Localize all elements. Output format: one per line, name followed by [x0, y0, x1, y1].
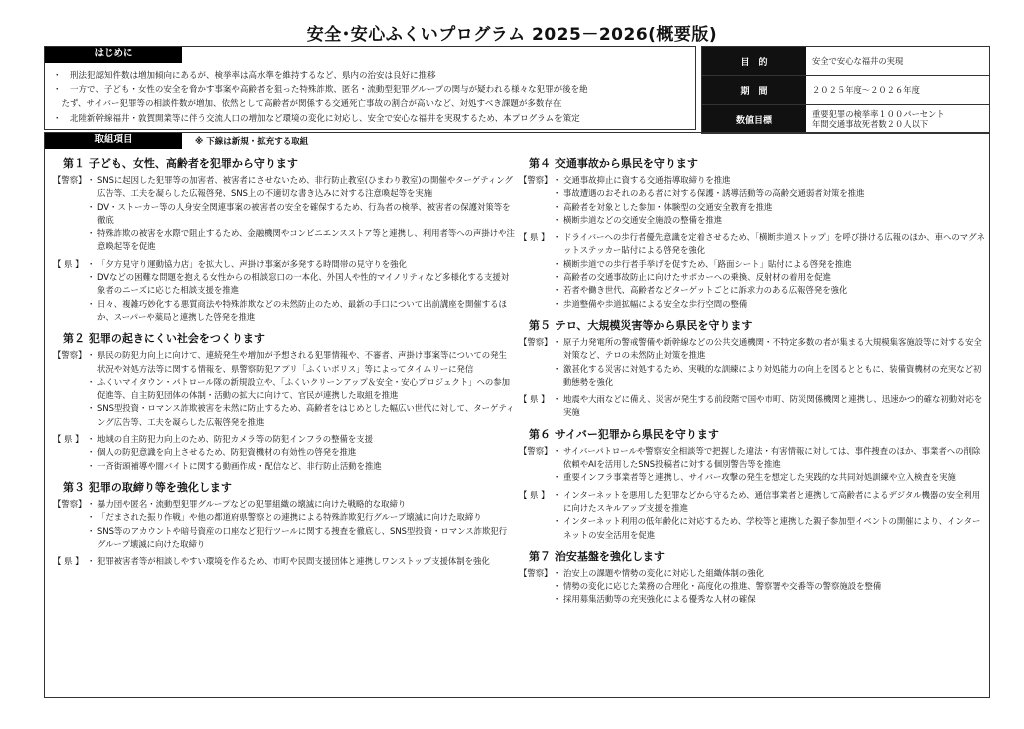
- list-item: [87, 227, 515, 254]
- section: [53, 155, 515, 324]
- intro-line: ・ 北陸新幹線福井・敦賀開業等に伴う交流人口の増加など環境の変化に対応し、安全で安心な福井を実現するため、本プログラムを策定: [53, 113, 580, 124]
- list-item: [553, 515, 985, 542]
- list-item: [553, 214, 985, 227]
- bullet-icon: ・: [553, 285, 562, 296]
- bullet-icon: ・: [553, 175, 562, 185]
- list-item-text: 県民の防犯力向上に向けて、連続発生や増加が予想される犯罪情報や、不審者、声掛け事案等についての発生状況や対処方法等に関する情報を、県警察防犯アプリ「ふくいポリス」等によってタイムリーに発信: [97, 350, 507, 374]
- info-value-line: 安全で安心な福井の実現: [812, 56, 904, 66]
- intro-line: ・ 一方で、子ども・女性の安全を脅かす事案や高齢者を狙った特殊詐欺、匿名・流動型犯罪グループの関与が疑われる様々な犯罪が後を絶: [53, 85, 588, 96]
- info-label: 期 間: [702, 76, 806, 104]
- left-column: [53, 153, 515, 574]
- list-item-text: 若者や働き世代、高齢者などターゲットごとに訴求力のある広報啓発を強化: [563, 285, 848, 296]
- bullet-icon: ・: [553, 363, 562, 374]
- list-item-text: DVなどの困難な問題を抱える女性からの相談窓口の一本化、外国人や性的マイノリティなど多様化する支援対象者のニーズに応じた相談支援を推進: [97, 272, 510, 296]
- list-item-text: 地震や大雨などに備え、災害が発生する前段階で国や市町、防災関係機関と連携し、迅速かつ的確な初動対応を実施: [563, 394, 983, 418]
- bullet-icon: ・: [87, 512, 96, 523]
- list-item-text: 高齢者を対象とした参加・体験型の交通安全教育を推進: [563, 201, 773, 212]
- info-row-targets: [702, 105, 989, 133]
- bullet-icon: ・: [87, 434, 96, 445]
- list-item: [553, 593, 985, 606]
- initiatives-heading: 取組項目: [45, 133, 182, 149]
- intro-box: [44, 46, 696, 130]
- list-item-text: 個人の防犯意識を向上させるため、防犯資機材の有効性の啓発を推進: [97, 447, 357, 458]
- list-item: [553, 258, 985, 271]
- intro-line: ・ 刑法犯認知件数は増加傾向にあるが、検挙率は高水準を維持するなど、県内の治安は良好に推移: [53, 71, 436, 81]
- block-items: [87, 498, 515, 551]
- block-items: [553, 489, 985, 542]
- block-items: [553, 393, 985, 420]
- list-item: [553, 231, 985, 258]
- list-item: [87, 460, 515, 473]
- list-item: [87, 511, 515, 524]
- info-row-period: [702, 76, 989, 105]
- block-tag: 【 県 】: [53, 258, 84, 269]
- list-item-text: 交通事故抑止に資する交通指導取締りを推進: [563, 175, 731, 185]
- block-items: [87, 258, 515, 324]
- list-item-text: 特殊詐欺の被害を水際で阻止するため、金融機関やコンビニエンスストア等と連携し、利用者等への声掛けや注意喚起等を促進: [97, 228, 515, 252]
- bullet-icon: ・: [553, 594, 562, 605]
- bullet-icon: ・: [553, 232, 562, 243]
- block-items: [553, 231, 985, 311]
- bullet-icon: ・: [553, 394, 562, 405]
- list-item: [553, 336, 985, 363]
- section-block: [519, 489, 985, 542]
- list-item-text: 情勢の変化に応じた業務の合理化・高度化の推進、警察署や交番等の警察施設を整備: [563, 581, 882, 592]
- list-item-text: インターネット利用の低年齢化に対応するため、学校等と連携した親子参加型イベントの開催により、インターネットの安全活用を促進: [563, 516, 981, 540]
- section-block: [519, 567, 985, 607]
- info-row-purpose: [702, 47, 989, 76]
- block-tag: 【警察】: [519, 336, 553, 347]
- bullet-icon: ・: [87, 525, 96, 536]
- bullet-icon: ・: [553, 516, 562, 527]
- section-block: [53, 349, 515, 429]
- section-title: 第５ テロ、大規模災害等から県民を守ります: [529, 318, 753, 332]
- list-item-text: ドライバーへの歩行者優先意識を定着させるため、「横断歩道ストップ」を呼び掛ける広報のほか、車へのマグネットステッカー貼付による啓発を強化: [563, 232, 985, 256]
- block-items: [87, 433, 515, 473]
- list-item-text: 暴力団や匿名・流動型犯罪グループなどの犯罪組織の壊滅に向けた戦略的な取締り: [97, 498, 407, 509]
- bullet-icon: ・: [553, 581, 562, 592]
- section-title: 第２ 犯罪の起きにくい社会をつくります: [63, 332, 265, 346]
- list-item: [87, 402, 515, 429]
- section: [519, 548, 985, 607]
- section-block: [53, 498, 515, 551]
- block-tag: 【警察】: [519, 445, 553, 456]
- right-column: [519, 153, 985, 613]
- bullet-icon: ・: [87, 228, 96, 239]
- section-block: [519, 231, 985, 311]
- bullet-icon: ・: [87, 350, 96, 361]
- list-item-text: DV・ストーカー等の人身安全関連事案の被害者の安全を確保するため、行為者の検挙、被害者の保護対策等を徹底: [97, 201, 511, 225]
- section-title: 第３ 犯罪の取締り等を強化します: [63, 480, 232, 494]
- list-item: [87, 376, 515, 403]
- info-label: 目 的: [702, 47, 806, 75]
- info-value-line: ２０２５年度～２０２６年度: [812, 85, 920, 95]
- list-item-text: サイバーパトロールや警察安全相談等で把握した違法・有害情報に対しては、事件捜査のほか、事業者への削除依頼やAIを活用したSNS投稿者に対する個別警告等を推進: [563, 445, 981, 470]
- list-item: [553, 298, 985, 311]
- block-tag: 【警察】: [519, 567, 553, 578]
- section-block: [519, 174, 985, 227]
- bullet-icon: ・: [87, 460, 96, 471]
- bullet-icon: ・: [87, 258, 96, 269]
- section-title: 第６ サイバー犯罪から県民を守ります: [529, 427, 719, 441]
- block-items: [553, 174, 985, 227]
- block-items: [553, 336, 985, 389]
- list-item: [87, 525, 515, 552]
- list-item-text: ふくいマイタウン・パトロール隊の新規設立や、「ふくいクリーンアップ＆安全・安心プロジェクト」への参加促進等、自主防犯団体の体制・活動の拡大に向けて、官民が連携した取組を推進: [97, 376, 510, 401]
- list-item-text: 犯罪被害者等が相談しやすい環境を作るため、市町や民間支援団体と連携しワンストップ支援体制を強化: [97, 556, 490, 567]
- bullet-icon: ・: [87, 272, 96, 283]
- list-item: [553, 393, 985, 420]
- underline-note: ※ 下線は新規・拡充する取組: [195, 137, 309, 147]
- block-tag: 【 県 】: [519, 394, 550, 405]
- section-block: [53, 555, 515, 568]
- bullet-icon: ・: [553, 472, 562, 483]
- block-tag: 【 県 】: [53, 434, 84, 445]
- section: [519, 426, 985, 542]
- bullet-icon: ・: [87, 556, 96, 567]
- list-item: [87, 498, 515, 511]
- bullet-icon: ・: [553, 336, 562, 347]
- section-title: 第４ 交通事故から県民を守ります: [529, 157, 698, 170]
- block-tag: 【警察】: [519, 175, 553, 185]
- list-item-text: 原子力発電所の警戒警備や新幹線などの公共交通機関・不特定多数の者が集まる大規模集客施設等に対する安全対策など、テロの未然防止対策を推進: [563, 336, 982, 361]
- section: [519, 155, 985, 311]
- list-item-text: 「夕方見守り運動協力店」を拡大し、声掛け事案が多発する時間帯の見守りを強化: [97, 258, 407, 269]
- section-block: [519, 445, 985, 485]
- list-item-text: SNS等のアカウントや暗号資産の口座など犯行ツールに関する捜査を徹底し、SNS型投資・ロマンス詐欺犯行グループ壊滅に向けた取締り: [97, 525, 508, 549]
- intro-heading: はじめに: [45, 47, 182, 63]
- section: [53, 479, 515, 568]
- bullet-icon: ・: [553, 489, 562, 500]
- list-item-text: 歩道整備や歩道拡幅による安全な歩行空間の整備: [563, 298, 748, 309]
- info-value-line: 重要犯罪の検挙率１００パーセント: [812, 109, 945, 119]
- bullet-icon: ・: [553, 188, 562, 199]
- block-items: [553, 567, 985, 607]
- block-items: [87, 349, 515, 429]
- section-title: 第７ 治安基盤を強化します: [529, 549, 665, 563]
- section-title: 第１ 子ども、女性、高齢者を犯罪から守ります: [63, 157, 298, 170]
- section-block: [53, 174, 515, 254]
- bullet-icon: ・: [553, 201, 562, 212]
- block-tag: 【 県 】: [519, 232, 550, 243]
- list-item-text: 横断歩道での歩行者手挙げを促すため、「路面シート」貼付による啓発を推進: [563, 258, 852, 269]
- list-item: [553, 284, 985, 297]
- list-item-text: 重要インフラ事業者等と連携し、サイバー攻撃の発生を想定した実践的な共同対処訓練や立入検査を実施: [563, 472, 956, 483]
- list-item-text: 激甚化する災害に対処するため、実戦的な訓練により対処能力の向上を図るとともに、装備資機材の充実など初動態勢を強化: [563, 363, 982, 387]
- list-item-text: 採用募集活動等の充実強化による優秀な人材の確保: [563, 594, 756, 605]
- list-item-text: 高齢者の交通事故防止に向けたサポカーへの乗換、反射材の着用を促進: [563, 272, 831, 283]
- list-item: [87, 433, 515, 446]
- list-item: [553, 489, 985, 516]
- list-item: [87, 271, 515, 298]
- list-item: [87, 446, 515, 459]
- list-item: [553, 363, 985, 390]
- list-item-text: 日々、複雑巧妙化する悪質商法や特殊詐欺などの未然防止のため、最新の手口について出前講座を開催するほか、スーパーや薬局と連携した啓発を推進: [97, 298, 507, 322]
- list-item: [87, 201, 515, 228]
- info-value: [806, 105, 989, 133]
- list-item: [553, 187, 985, 200]
- section-block: [519, 393, 985, 420]
- block-items: [87, 174, 515, 254]
- initiatives-box: [44, 132, 990, 698]
- list-item-text: SNSに起因した犯罪等の加害者、被害者にさせないため、非行防止教室(ひまわり教室)の開催やターゲティング広告等、工夫を凝らした広報啓発、SNS上の不適切な書き込みに対する注意喚起等を実施: [97, 175, 513, 199]
- list-item: [87, 298, 515, 325]
- list-item-text: 事故遭遇のおそれのある者に対する保護・誘導活動等の高齢交通弱者対策を推進: [563, 188, 865, 199]
- bullet-icon: ・: [553, 258, 562, 269]
- list-item: [87, 174, 515, 201]
- block-tag: 【警察】: [53, 498, 87, 509]
- info-value: [806, 76, 989, 104]
- info-value-line: 年間交通事故死者数２０人以下: [812, 119, 929, 129]
- info-label: 数値目標: [702, 105, 806, 133]
- bullet-icon: ・: [553, 298, 562, 309]
- list-item-text: 横断歩道などの交通安全施設の整備を推進: [563, 214, 723, 225]
- intro-line: たず、サイバー犯罪等の相談件数が増加、依然として高齢者が関係する交通死亡事故の割合が高いなど、対処すべき課題が多数存在: [53, 99, 562, 110]
- list-item: [87, 555, 515, 568]
- bullet-icon: ・: [553, 445, 562, 456]
- list-item-text: 「だまされた振り作戦」や他の都道府県警察との連携による特殊詐欺犯行グループ壊滅に向けた取締り: [97, 512, 482, 523]
- section-block: [519, 336, 985, 389]
- list-item-text: 治安上の課題や情勢の変化に対応した組織体制の強化: [563, 567, 764, 578]
- list-item: [553, 201, 985, 214]
- list-item-text: 一斉街頭補導や闇バイトに関する動画作成・配信など、非行防止活動を推進: [97, 460, 382, 471]
- list-item-text: SNS型投資・ロマンス詐欺被害を未然に防止するため、高齢者をはじめとした幅広い世代に対して、ターゲティング広告等、工夫を凝らした広報啓発を推進: [97, 403, 515, 427]
- block-items: [87, 555, 515, 568]
- section: [53, 330, 515, 473]
- list-item: [553, 445, 985, 472]
- bullet-icon: ・: [87, 201, 96, 212]
- list-item: [553, 174, 985, 187]
- bullet-icon: ・: [87, 447, 96, 458]
- section: [519, 317, 985, 420]
- list-item-text: 地域の自主防犯力向上のため、防犯カメラ等の防犯インフラの整備を支援: [97, 434, 374, 445]
- block-items: [553, 445, 985, 485]
- bullet-icon: ・: [87, 376, 96, 387]
- list-item: [553, 271, 985, 284]
- list-item-text: インターネットを悪用した犯罪などから守るため、通信事業者と連携して高齢者によるデジタル機器の安全利用に向けたスキルアップ支援を推進: [563, 489, 981, 513]
- info-table: [701, 46, 990, 134]
- bullet-icon: ・: [553, 567, 562, 578]
- list-item: [87, 349, 515, 376]
- block-tag: 【 県 】: [53, 556, 84, 567]
- intro-lines: [53, 69, 689, 126]
- section-block: [53, 433, 515, 473]
- bullet-icon: ・: [553, 214, 562, 225]
- bullet-icon: ・: [87, 298, 96, 309]
- info-value: [806, 47, 989, 75]
- list-item: [553, 580, 985, 593]
- block-tag: 【 県 】: [519, 489, 550, 500]
- page-title: 安全･安心ふくいプログラム 2025－2026(概要版): [306, 25, 718, 45]
- list-item: [553, 471, 985, 484]
- bullet-icon: ・: [87, 498, 96, 509]
- list-item: [87, 258, 515, 271]
- bullet-icon: ・: [87, 175, 96, 185]
- bullet-icon: ・: [87, 403, 96, 414]
- section-block: [53, 258, 515, 324]
- bullet-icon: ・: [553, 272, 562, 283]
- block-tag: 【警察】: [53, 350, 87, 361]
- list-item: [553, 567, 985, 580]
- block-tag: 【警察】: [53, 175, 87, 185]
